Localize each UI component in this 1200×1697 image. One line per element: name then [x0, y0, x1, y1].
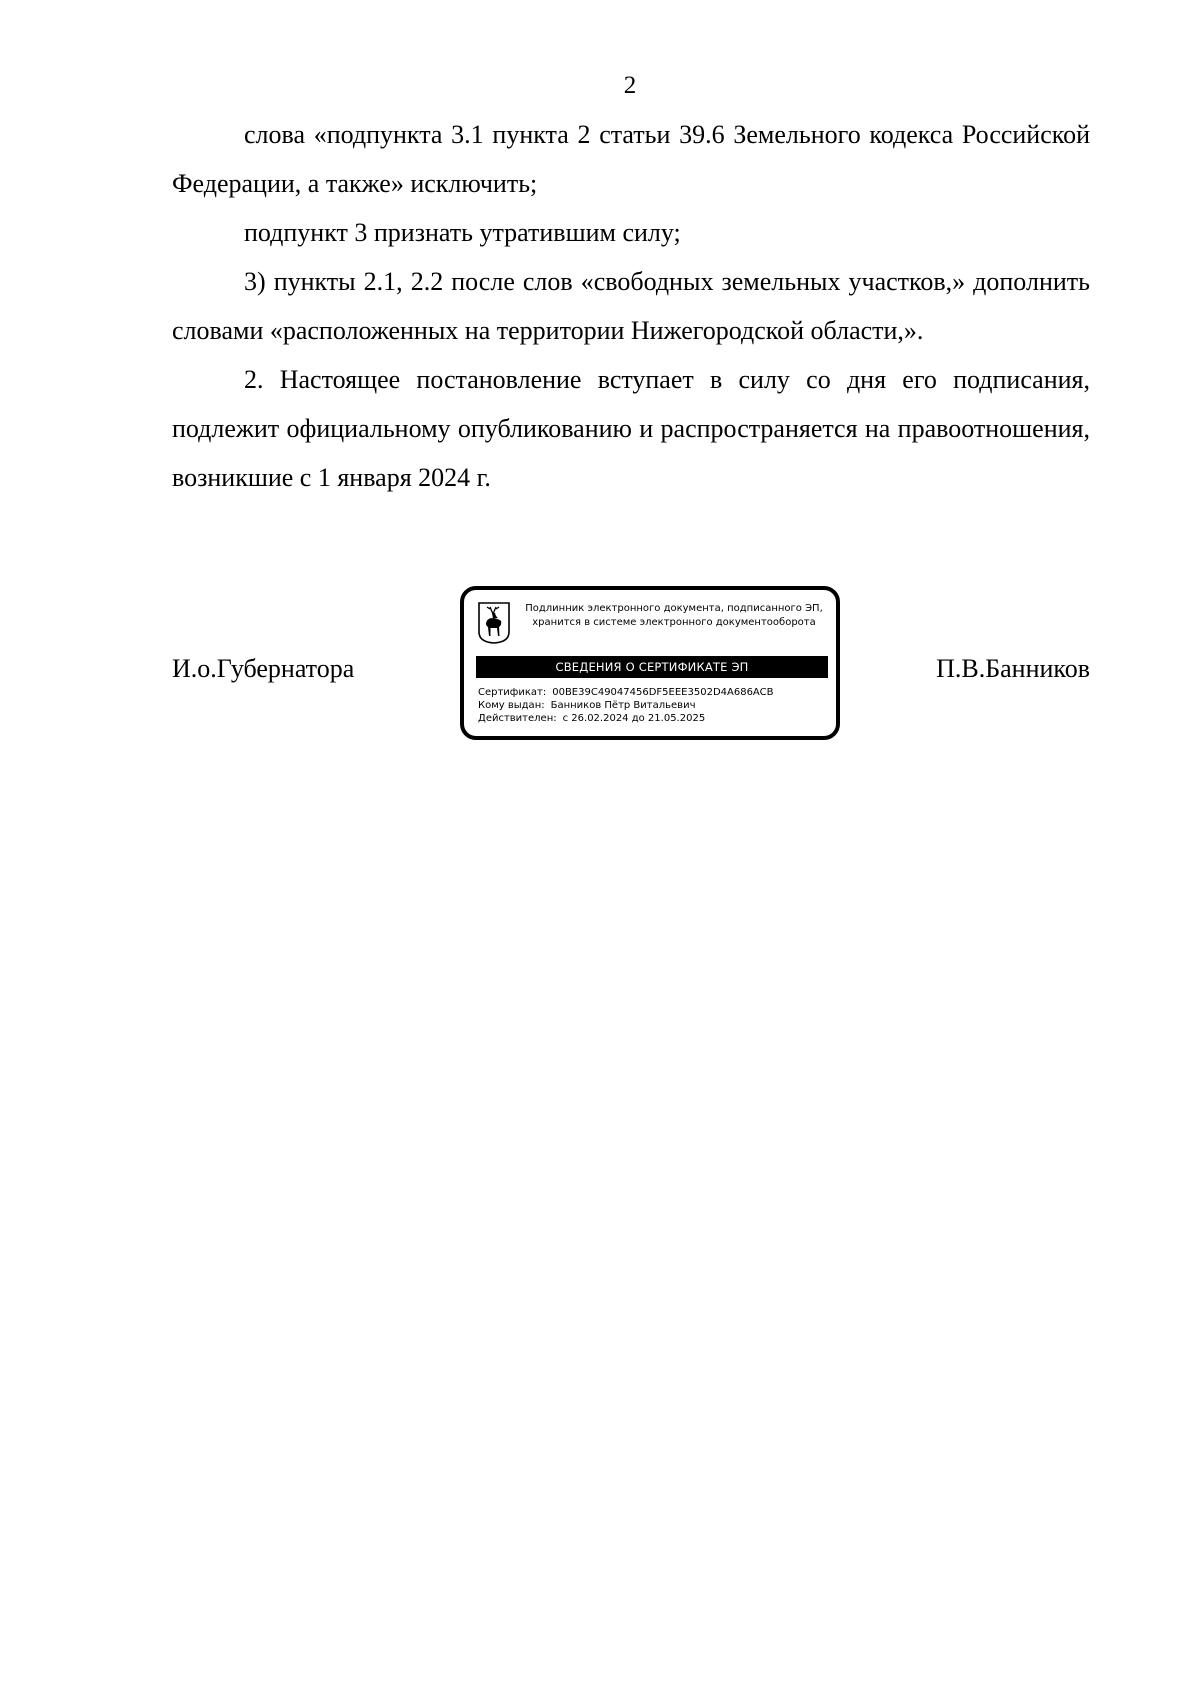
deer-coat-of-arms-icon	[478, 602, 510, 644]
certificate-value: 00BE39C49047456DF5EEE3502D4A686ACB	[552, 687, 774, 698]
paragraph: слова «подпункта 3.1 пункта 2 статьи 39.6 Земельного кодекса Российской Федерации, а также» исключить;	[172, 120, 1090, 198]
page-number: 2	[623, 72, 637, 99]
electronic-signature-stamp	[460, 586, 840, 740]
validity-label: Действителен:	[478, 713, 557, 724]
certificate-row	[478, 686, 832, 699]
validity-value: с 26.02.2024 до 21.05.2025	[562, 713, 706, 724]
issued-to-label: Кому выдан:	[478, 700, 545, 711]
signature-block	[172, 580, 1090, 750]
signatory-position: И.о.Губернатора	[172, 654, 355, 683]
stamp-header	[516, 602, 832, 630]
issued-to-value: Банников Пётр Витальевич	[550, 700, 696, 711]
paragraph: 2. Настоящее постановление вступает в силу со дня его подписания, подлежит официальному опубликованию и распространяется на правоотношения, возникшие с 1 января 2024 г.	[172, 365, 1090, 492]
paragraph: 3) пункты 2.1, 2.2 после слов «свободных земельных участков,» дополнить словами «расположенных на территории Нижегородской области,».	[172, 267, 1090, 345]
signatory-name: П.В.Банников	[936, 654, 1090, 683]
document-body	[172, 110, 1090, 502]
issued-to-row	[478, 699, 832, 712]
certificate-info-bar: СВЕДЕНИЯ О СЕРТИФИКАТЕ ЭП	[476, 656, 828, 678]
certificate-label: Сертификат:	[478, 687, 547, 698]
paragraph: подпункт 3 признать утратившим силу;	[244, 218, 681, 247]
certificate-details	[478, 686, 832, 725]
validity-row	[478, 712, 832, 725]
stamp-header-line: Подлинник электронного документа, подписанного ЭП,	[525, 603, 823, 614]
stamp-header-line: хранится в системе электронного документооборота	[532, 617, 816, 628]
